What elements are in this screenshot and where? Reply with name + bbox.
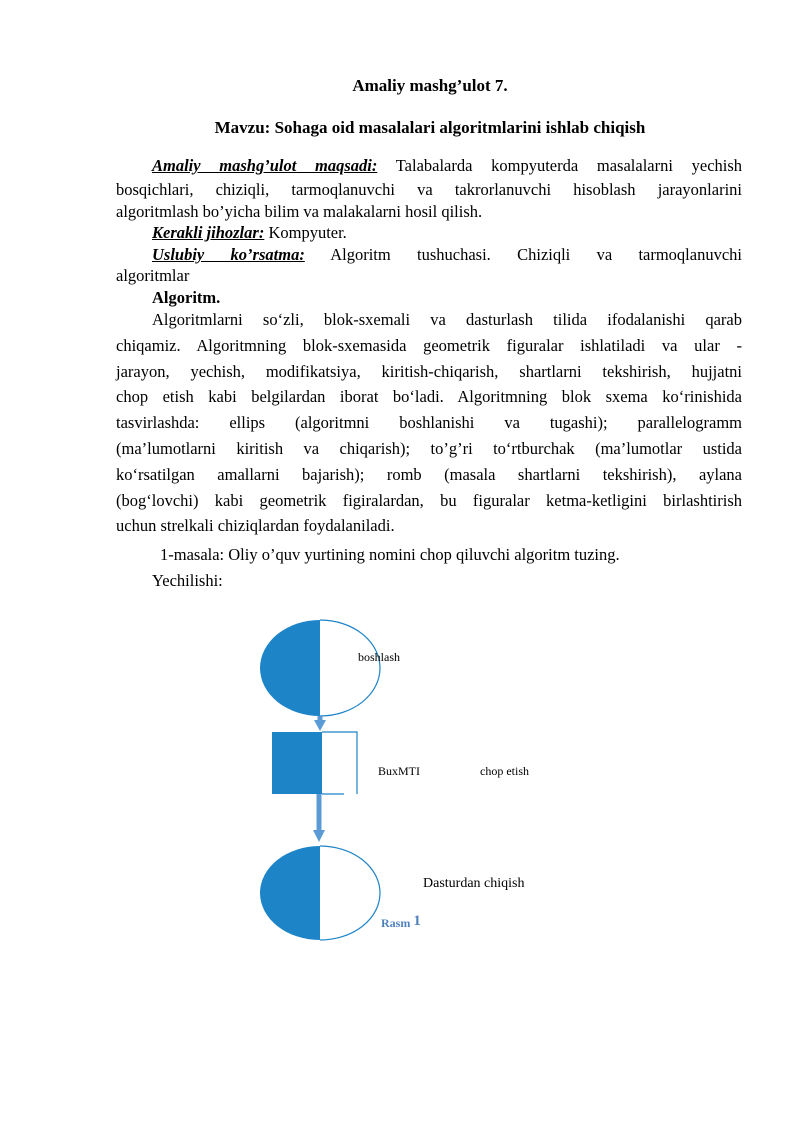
body-line: uchun strelkali chiziqlardan foydalaniladi. <box>116 516 395 536</box>
end-ellipse-outline <box>320 846 380 940</box>
body-line: chop etish kabi belgilardan iborat bo‘ladi. Algoritmning blok sxema ko‘rinishida <box>116 387 742 407</box>
task-statement: 1-masala: Oliy o’quv yurtining nomini chop qiluvchi algoritm tuzing. <box>160 545 620 564</box>
body-line: (bog‘lovchi) kabi geometrik figiralardan, bu figuralar ketma-ketligini birlashtirish <box>116 490 742 510</box>
purpose-line-3: algoritmlash bo’yicha bilim va malakalarni hosil qilish. <box>116 202 483 221</box>
process-box-outline <box>322 732 357 794</box>
arrow-1-head <box>314 720 326 731</box>
algorithm-heading: Algoritm. <box>152 288 221 307</box>
start-ellipse-outline <box>320 620 380 716</box>
equipment-label: Kerakli jihozlar: <box>152 223 265 242</box>
body-line: chiqamiz. Algoritmning blok-sxemasida geometrik figuralar ishlatiladi va ular - <box>116 335 742 355</box>
start-ellipse-fill <box>260 620 320 716</box>
start-label: boshlash <box>358 650 400 664</box>
purpose-label: Amaliy mashg’ulot maqsadi: <box>152 156 378 175</box>
box-label: BuxMTI <box>378 764 420 778</box>
body-line: (ma’lumotlarni kiritish va chiqarish); to’g’ri to‘rtburchak (ma’lumotlar ustida <box>116 439 742 458</box>
process-box-fill <box>272 732 322 794</box>
guidance-line-2: algoritmlar <box>116 266 190 285</box>
body-line: ko‘rsatilgan amallarni bajarish); romb (masala shartlarni tekshirish), aylana <box>116 464 742 484</box>
print-label: chop etish <box>480 764 529 778</box>
caption-number: 1 <box>413 913 421 929</box>
purpose-text-1: Talabalarda kompyuterda masalalarni yechish <box>395 156 743 175</box>
solution-label: Yechilishi: <box>152 571 223 590</box>
end-label: Dasturdan chiqish <box>423 876 525 891</box>
caption-text: Rasm <box>381 916 411 930</box>
page-title: Amaliy mashg’ulot 7. <box>352 76 508 95</box>
body-line: Algoritmlarni so‘zli, blok-sxemali va dasturlash tilida ifodalanishi qarab <box>152 310 742 329</box>
body-line: jarayon, yechish, modifikatsiya, kiritish-chiqarish, shartlarni tekshirish, hujjatni <box>116 361 742 381</box>
guidance-text-1: Algoritm tushuchasi. Chiziqli va tarmoqlanuvchi <box>330 245 742 264</box>
end-ellipse-fill <box>260 846 320 940</box>
arrow-2-head <box>313 830 325 842</box>
figure-caption <box>381 913 421 931</box>
topic-heading: Mavzu: Sohaga oid masalalari algoritmlarini ishlab chiqish <box>214 118 646 137</box>
guidance-label: Uslubiy ko’rsatma: <box>152 245 305 264</box>
purpose-line-2: bosqichlari, chiziqli, tarmoqlanuvchi va takrorlanuvchi hisoblash jarayonlarini <box>116 180 742 199</box>
equipment-text: Kompyuter. <box>264 223 347 242</box>
body-line: tasvirlashda: ellips (algoritmni boshlanishi va tugashi); parallelogramm <box>116 413 742 433</box>
